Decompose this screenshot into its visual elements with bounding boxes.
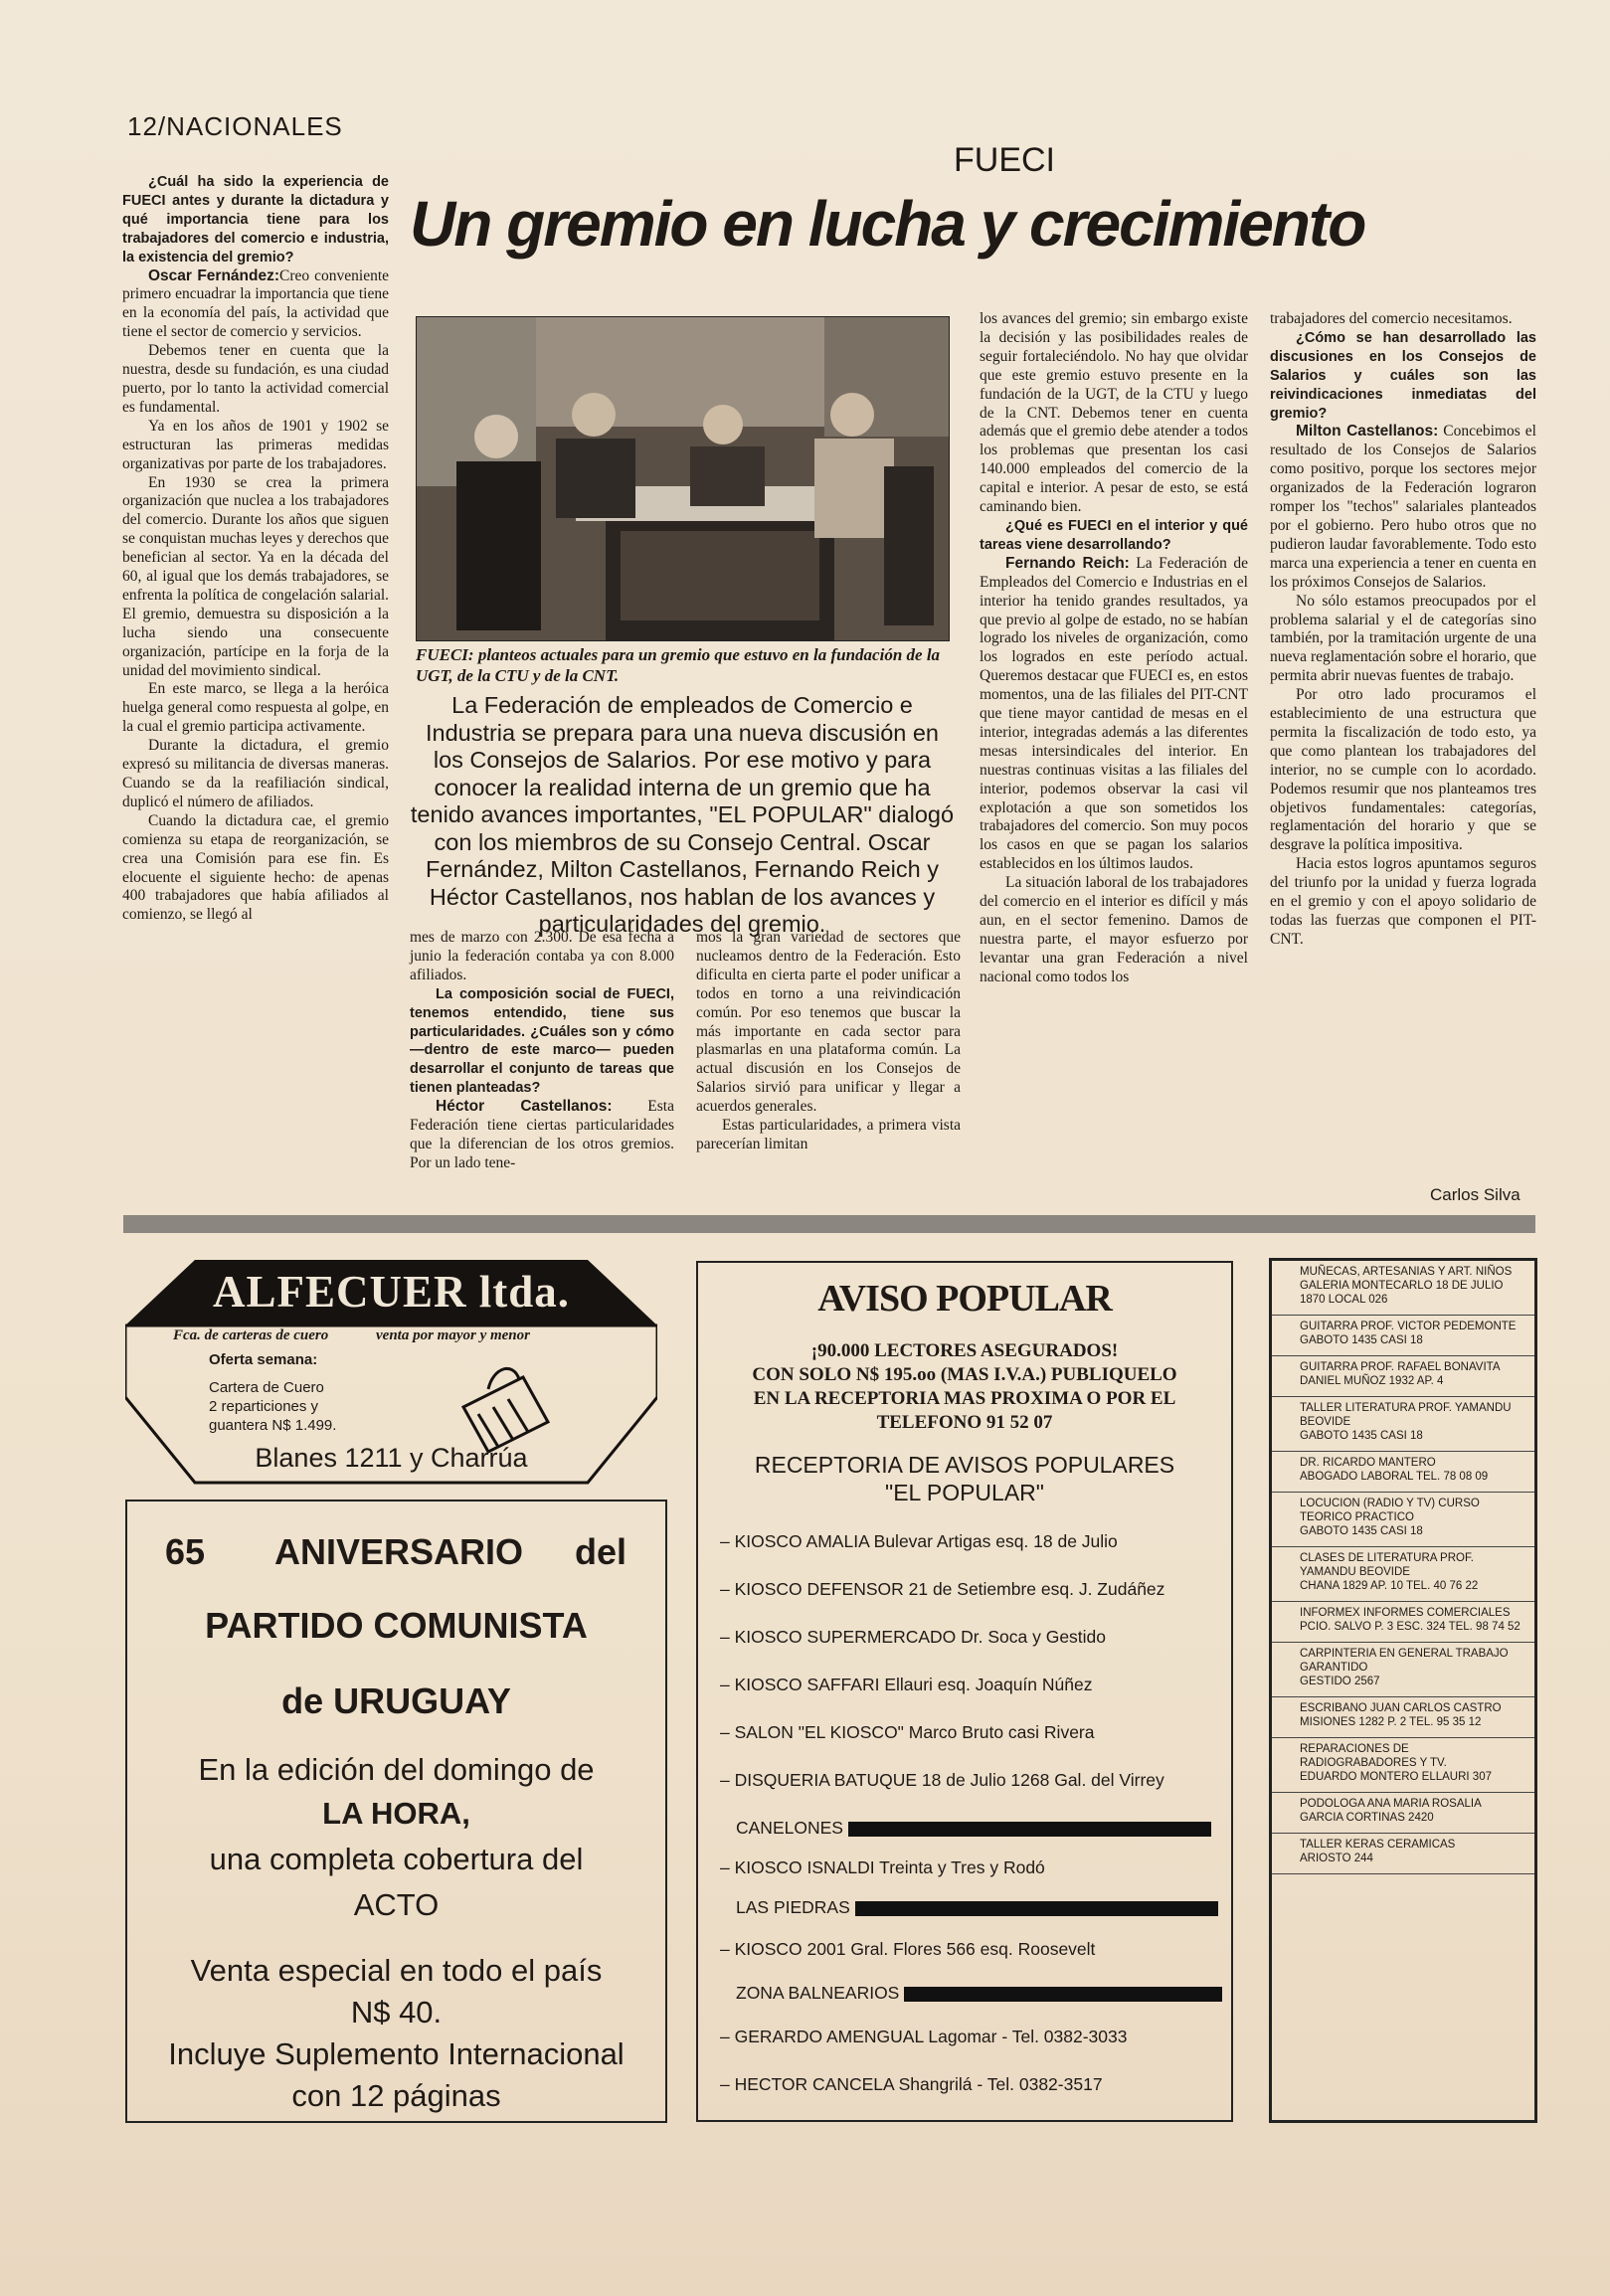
heading-canelones-label: CANELONES	[736, 1818, 843, 1838]
aviso-readers: ¡90.000 LECTORES ASEGURADOS!	[810, 1340, 1119, 1361]
classified-item	[1272, 1834, 1534, 1874]
article-paragraph	[1270, 855, 1536, 950]
paragraph-text: La Federación de Empleados del Comercio e Industrias en el interior ha tenido grandes resultados, ya que previo al golpe de estado, no se habían logrado los niveles de organización, como los logrados en este período actual. Queremos destacar que FUECI es, en estos momentos, una de las filiales del PIT-CNT que tiene mayor cantidad de mesas en el interior, integradas además a las diferentes mesas intersindicales del interior. En nuestras continuas visitas a las filiales del interior, podemos observar la casi vil explotación a que son sometidos los trabajadores del comercio. Son muy pocos los casos en que se pagan los salarios establecidos en los últimos laudos.	[980, 554, 1248, 873]
heading-bar	[848, 1822, 1211, 1837]
classified-item	[1272, 1697, 1534, 1738]
paragraph-text: Concebimos el resultado de los Consejos de Salarios como positivo, porque los sectores mejor organizados de la Federación lograron romper los "techos" salariales planteados por el gobierno. Pero hubo otros que no pudieron laudar favorablemente. Todo esto marca una experiencia a tener en cuenta en los próximos Consejos de Salarios.	[1270, 423, 1536, 591]
classified-address: GESTIDO 2567	[1300, 1676, 1380, 1687]
alfecuer-tagline-1: Fca. de carteras de cuero	[173, 1327, 329, 1343]
classified-address: DANIEL MUÑOZ 1932 AP. 4	[1300, 1375, 1444, 1387]
pcu-country: de URUGUAY	[281, 1680, 511, 1721]
speaker-name: Milton Castellanos:	[1296, 423, 1439, 441]
paragraph-text: Hacia estos logros apuntamos seguros del triunfo por la unidad y fuerza lograda en el gremio y con el apoyo solidario de todas las fuerzas que componen el PIT-CNT.	[1270, 855, 1536, 948]
classified-address: MISIONES 1282 P. 2 TEL. 95 35 12	[1300, 1716, 1482, 1728]
paragraph-text: La situación laboral de los trabajadores del comercio en el interior es difícil y más aun, en el sector femenino. Damos de nuestra parte, el mayor esfuerzo por levantar una gran Federación a nivel nacional como todos los	[980, 874, 1248, 985]
aviso-subtitle-1: RECEPTORIA DE AVISOS POPULARES	[754, 1452, 1175, 1478]
kiosk-isnaldi: – KIOSCO ISNALDI Treinta y Tres y Rodó	[720, 1857, 1045, 1877]
article-paragraph	[122, 342, 389, 418]
article-paragraph	[122, 812, 389, 925]
paragraph-text: Durante la dictadura, el gremio expresó su militancia de diversas maneras. Cuando se da la reafiliación sindical, duplicó el número de afiliados.	[122, 737, 389, 810]
paragraph-text: ¿Cuál ha sido la experiencia de FUECI antes y durante la dictadura y qué importancia tiene para los trabajadores del comercio e industria, la existencia del gremio?	[122, 174, 389, 265]
article-paragraph	[696, 929, 961, 1117]
article-paragraph	[1270, 423, 1536, 592]
interview-question	[122, 173, 389, 267]
classified-item	[1272, 1547, 1534, 1602]
article-headline: Un gremio en lucha y crecimiento	[410, 188, 1365, 260]
article-paragraph	[696, 1117, 961, 1154]
aviso-phone: TELEFONO 91 52 07	[876, 1412, 1053, 1433]
article-kicker: FUECI	[954, 141, 1055, 179]
classifieds-list	[1269, 1258, 1537, 2123]
interview-question	[980, 517, 1248, 555]
alfecuer-address: Blanes 1211 y Charrúa	[255, 1443, 528, 1473]
paragraph-text: La composición social de FUECI, tenemos entendido, tiene sus particularidades. ¿Cuáles son y cómo —dentro de este marco— pueden desarrollar el conjunto de tareas que tienen planteadas?	[410, 985, 674, 1097]
kiosk-defensor: – KIOSCO DEFENSOR 21 de Setiembre esq. J. Zudáñez	[720, 1579, 1165, 1599]
article-lead: La Federación de empleados de Comercio e Industria se prepara para una nueva discusión en los Consejos de Salarios. Por ese motivo y para conocer la realidad interna de un gremio que ha tenido avances importantes, "EL POPULAR" dialogó con los miembros de su Consejo Central. Oscar Fernández, Milton Castellanos, Fernando Reich y Héctor Castellanos, nos hablan de los avances y particularidades del gremio.	[410, 692, 955, 937]
pcu-sale: Venta especial en todo el país	[190, 1953, 603, 1988]
aviso-receptoria: EN LA RECEPTORIA MAS PROXIMA O POR EL	[753, 1388, 1176, 1409]
article-paragraph	[122, 418, 389, 474]
paragraph-text: Estas particularidades, a primera vista parecerían limitan	[696, 1117, 961, 1152]
interview-question	[1270, 329, 1536, 424]
article-paragraph	[1270, 310, 1536, 329]
classified-address: EDUARDO MONTERO ELLAURI 307	[1300, 1771, 1492, 1783]
section-header: 12/NACIONALES	[127, 111, 343, 141]
article-paragraph	[410, 1098, 674, 1173]
article-paragraph	[980, 874, 1248, 986]
article-paragraph	[122, 680, 389, 737]
alfecuer-name: ALFECUER ltda.	[212, 1267, 571, 1317]
article-paragraph	[122, 737, 389, 812]
heading-las-piedras-label: LAS PIEDRAS	[736, 1897, 850, 1917]
classified-title: GUITARRA PROF. VICTOR PEDEMONTE	[1300, 1321, 1517, 1332]
paragraph-text: Esta Federación tiene ciertas particularidades que la diferencian de los otros gremios. Por un lado tene-	[410, 1098, 674, 1171]
byline: Carlos Silva	[1430, 1185, 1521, 1204]
kiosk-supermercado: – KIOSCO SUPERMERCADO Dr. Soca y Gestido	[720, 1627, 1107, 1647]
classified-address: GABOTO 1435 CASI 18	[1300, 1334, 1423, 1346]
classified-title: TALLER KERAS CERAMICAS	[1300, 1839, 1456, 1851]
article-column-3	[696, 929, 961, 1154]
speaker-name: Oscar Fernández:	[148, 266, 280, 284]
gerardo-amengual: – GERARDO AMENGUAL Lagomar - Tel. 0382-3033	[720, 2027, 1128, 2046]
classified-title: MUÑECAS, ARTESANIAS Y ART. NIÑOS	[1300, 1266, 1513, 1278]
pcu-del: del	[575, 1531, 627, 1572]
pcu-newspaper: LA HORA,	[322, 1796, 470, 1831]
classified-item	[1272, 1643, 1534, 1697]
interview-question	[410, 985, 674, 1098]
classified-item	[1272, 1738, 1534, 1793]
paragraph-text: Debemos tener en cuenta que la nuestra, desde su fundación, es una ciudad puerto, por lo tanto la actividad comercial es fundamental.	[122, 342, 389, 416]
alfecuer-offer-title: Oferta semana:	[209, 1351, 318, 1368]
speaker-name: Héctor Castellanos:	[436, 1098, 613, 1116]
disqueria-batuque: – DISQUERIA BATUQUE 18 de Julio 1268 Gal. del Virrey	[720, 1770, 1164, 1790]
kiosk-saffari: – KIOSCO SAFFARI Ellauri esq. Joaquín Núñez	[720, 1675, 1093, 1694]
alfecuer-tagline-2: venta por mayor y menor	[376, 1327, 530, 1343]
classified-title: TALLER LITERATURA PROF. YAMANDU BEOVIDE	[1300, 1402, 1512, 1428]
kiosk-amalia: – KIOSCO AMALIA Bulevar Artigas esq. 18 de Julio	[720, 1531, 1118, 1551]
classified-address: ABOGADO LABORAL TEL. 78 08 09	[1300, 1471, 1489, 1483]
classified-item	[1272, 1602, 1534, 1643]
classified-item	[1272, 1452, 1534, 1493]
article-paragraph	[122, 474, 389, 681]
classified-title: GUITARRA PROF. RAFAEL BONAVITA	[1300, 1361, 1501, 1373]
classified-item	[1272, 1316, 1534, 1356]
paragraph-text: ¿Qué es FUECI en el interior y qué tareas viene desarrollando?	[980, 517, 1248, 553]
paragraph-text: En este marco, se llega a la heróica huelga general como respuesta al golpe, en la cual el gremio participa activamente.	[122, 680, 389, 736]
heading-canelones	[736, 1818, 1211, 1839]
classified-item	[1272, 1397, 1534, 1452]
heading-las-piedras	[736, 1897, 1218, 1918]
article-paragraph	[980, 310, 1248, 517]
heading-bar	[904, 1987, 1222, 2002]
heading-bar	[855, 1901, 1218, 1916]
pcu-pages: con 12 páginas	[291, 2078, 501, 2113]
classified-address: GARCIA CORTINAS 2420	[1300, 1812, 1434, 1824]
paragraph-text: No sólo estamos preocupados por el problema salarial y el de categorías sino también, por la tramitación urgente de una nueva reglamentación sobre el horario, que permita abrir nuevas fuentes de trabajo.	[1270, 592, 1536, 685]
article-paragraph	[410, 929, 674, 985]
article-column-5	[1270, 310, 1536, 950]
pcu-edition: En la edición del domingo de	[198, 1752, 595, 1787]
paragraph-text: los avances del gremio; sin embargo existe la decisión y las posibilidades reales de seguir fortaleciéndolo. No hay que olvidar que este gremio estuvo presente en la fundación de la UGT, de la CTU y luego de la CNT. Debemos tener en cuenta además que el gremio debe atender a todos los problemas que presentan los casi 140.000 empleados del comercio de la capital e interior. A pesar de esto, se está caminando bien.	[980, 310, 1248, 516]
hector-cancela: – HECTOR CANCELA Shangrilá - Tel. 0382-3517	[720, 2074, 1103, 2094]
article-photo	[416, 316, 950, 641]
salon-el-kiosco: – SALON "EL KIOSCO" Marco Bruto casi Rivera	[720, 1722, 1095, 1742]
section-divider	[123, 1215, 1535, 1233]
heading-zona-balnearios	[736, 1983, 1222, 2004]
aviso-subtitle-2: "EL POPULAR"	[885, 1480, 1044, 1505]
alfecuer-offer-3: guantera N$ 1.499.	[209, 1417, 337, 1434]
aviso-popular-ad	[696, 1261, 1233, 2122]
photo-caption: FUECI: planteos actuales para un gremio que estuvo en la fundación de la UGT, de la CTU y de la CNT.	[416, 645, 941, 685]
pcu-coverage: una completa cobertura del	[209, 1842, 584, 1876]
heading-zona-balnearios-label: ZONA BALNEARIOS	[736, 1983, 900, 2003]
paragraph-text: trabajadores del comercio necesitamos.	[1270, 310, 1513, 327]
aviso-price: CON SOLO N$ 195.oo (MAS I.V.A.) PUBLIQUELO	[752, 1364, 1177, 1385]
classified-address: PCIO. SALVO P. 3 ESC. 324 TEL. 98 74 52	[1300, 1621, 1521, 1633]
article-paragraph	[980, 555, 1248, 874]
paragraph-text: Creo conveniente primero encuadrar la importancia que tiene en la economía del país, la actividad que tiene el sector de comercio y servicios.	[122, 266, 390, 341]
classified-title: REPARACIONES DE RADIOGRABADORES Y TV.	[1300, 1743, 1447, 1769]
classified-title: INFORMEX INFORMES COMERCIALES	[1300, 1607, 1511, 1619]
pcu-anniversary: ANIVERSARIO	[274, 1531, 524, 1572]
alfecuer-offer-2: 2 reparticiones y	[209, 1398, 319, 1415]
classified-item	[1272, 1261, 1534, 1316]
article-column-2	[410, 929, 674, 1173]
paragraph-text: ¿Cómo se han desarrollado las discusiones en los Consejos de Salarios y cuáles son las reivindicaciones inmediatas del gremio?	[1270, 329, 1536, 422]
alfecuer-offer-1: Cartera de Cuero	[209, 1379, 324, 1396]
classified-title: PODOLOGA ANA MARIA ROSALIA	[1300, 1798, 1482, 1810]
paragraph-text: Ya en los años de 1901 y 1902 se estructuran las primeras medidas organizativas por parte de los trabajadores.	[122, 417, 389, 472]
pcu-number: 65	[165, 1531, 206, 1572]
paragraph-text: En 1930 se crea la primera organización que nuclea a los trabajadores del comercio. Durante los años que siguen se conquistan muchas leyes y derechos que benefician al sector. Ya en la década del 60, al igual que los demás trabajadores, se enfrenta la política de congelación salarial. El gremio, demuestra su disposición a la lucha siendo una consecuente organización, partícipe en la forja de la unidad del movimiento sindical.	[122, 473, 389, 679]
classified-address: GABOTO 1435 CASI 18	[1300, 1525, 1423, 1537]
article-paragraph	[122, 267, 389, 343]
pcu-price: N$ 40.	[350, 1995, 443, 2030]
paragraph-text: Por otro lado procuramos el establecimiento de una estructura que permita la fiscalización de todo esto, ya que como plantean los trabajadores del interior, no se cumple con lo acordado. Podemos resumir que nos planteamos tres objetivos fundamentales: categorías, reglamentación del horario y que se desgrave la política impositiva.	[1270, 686, 1536, 854]
alfecuer-ad	[125, 1258, 657, 1485]
classified-address: GALERIA MONTECARLO 18 DE JULIO 1870 LOCAL 026	[1300, 1280, 1504, 1306]
classified-item	[1272, 1356, 1534, 1397]
pcu-anniversary-ad	[125, 1500, 667, 2123]
aviso-title: AVISO POPULAR	[817, 1278, 1112, 1320]
article-paragraph	[1270, 593, 1536, 687]
pcu-act: ACTO	[353, 1887, 440, 1922]
classified-address: CHANA 1829 AP. 10 TEL. 40 76 22	[1300, 1580, 1479, 1592]
classified-title: DR. RICARDO MANTERO	[1300, 1457, 1436, 1469]
article-column-4	[980, 310, 1248, 987]
pcu-party: PARTIDO COMUNISTA	[205, 1605, 588, 1646]
classified-item	[1272, 1493, 1534, 1547]
classified-title: ESCRIBANO JUAN CARLOS CASTRO	[1300, 1702, 1502, 1714]
paragraph-text: mes de marzo con 2.300. De esa fecha a junio la federación contaba ya con 8.000 afiliados.	[410, 929, 674, 983]
pcu-supplement: Incluye Suplemento Internacional	[168, 2036, 625, 2071]
paragraph-text: Cuando la dictadura cae, el gremio comienza su etapa de reorganización, se crea una Comisión para ese fin. Es elocuente el siguiente hecho: de apenas 400 trabajadores que había afiliados al comienzo, se llegó al	[122, 811, 389, 924]
classified-item	[1272, 1793, 1534, 1834]
paragraph-text: mos la gran variedad de sectores que nucleamos dentro de la Federación. Esto dificulta en cierta parte el poder unificar a todos en torno a una reivindicación común. Por eso tenemos que buscar la más importante en cada sector para plasmarlas en una plataforma común. La actual discusión en los Consejos de Salarios sirvió para unificar y llegar a acuerdos generales.	[696, 929, 961, 1116]
classified-title: LOCUCION (RADIO Y TV) CURSO TEORICO PRACTICO	[1300, 1498, 1480, 1523]
classified-title: CLASES DE LITERATURA PROF. YAMANDU BEOVIDE	[1300, 1552, 1474, 1578]
article-paragraph	[1270, 686, 1536, 855]
classified-address: ARIOSTO 244	[1300, 1853, 1373, 1864]
classified-address: GABOTO 1435 CASI 18	[1300, 1430, 1423, 1442]
photo-illustration	[417, 317, 949, 640]
speaker-name: Fernando Reich:	[1005, 554, 1130, 572]
classified-title: CARPINTERIA EN GENERAL TRABAJO GARANTIDO	[1300, 1648, 1509, 1674]
article-column-1	[122, 173, 389, 925]
kiosk-2001: – KIOSCO 2001 Gral. Flores 566 esq. Roosevelt	[720, 1939, 1096, 1959]
